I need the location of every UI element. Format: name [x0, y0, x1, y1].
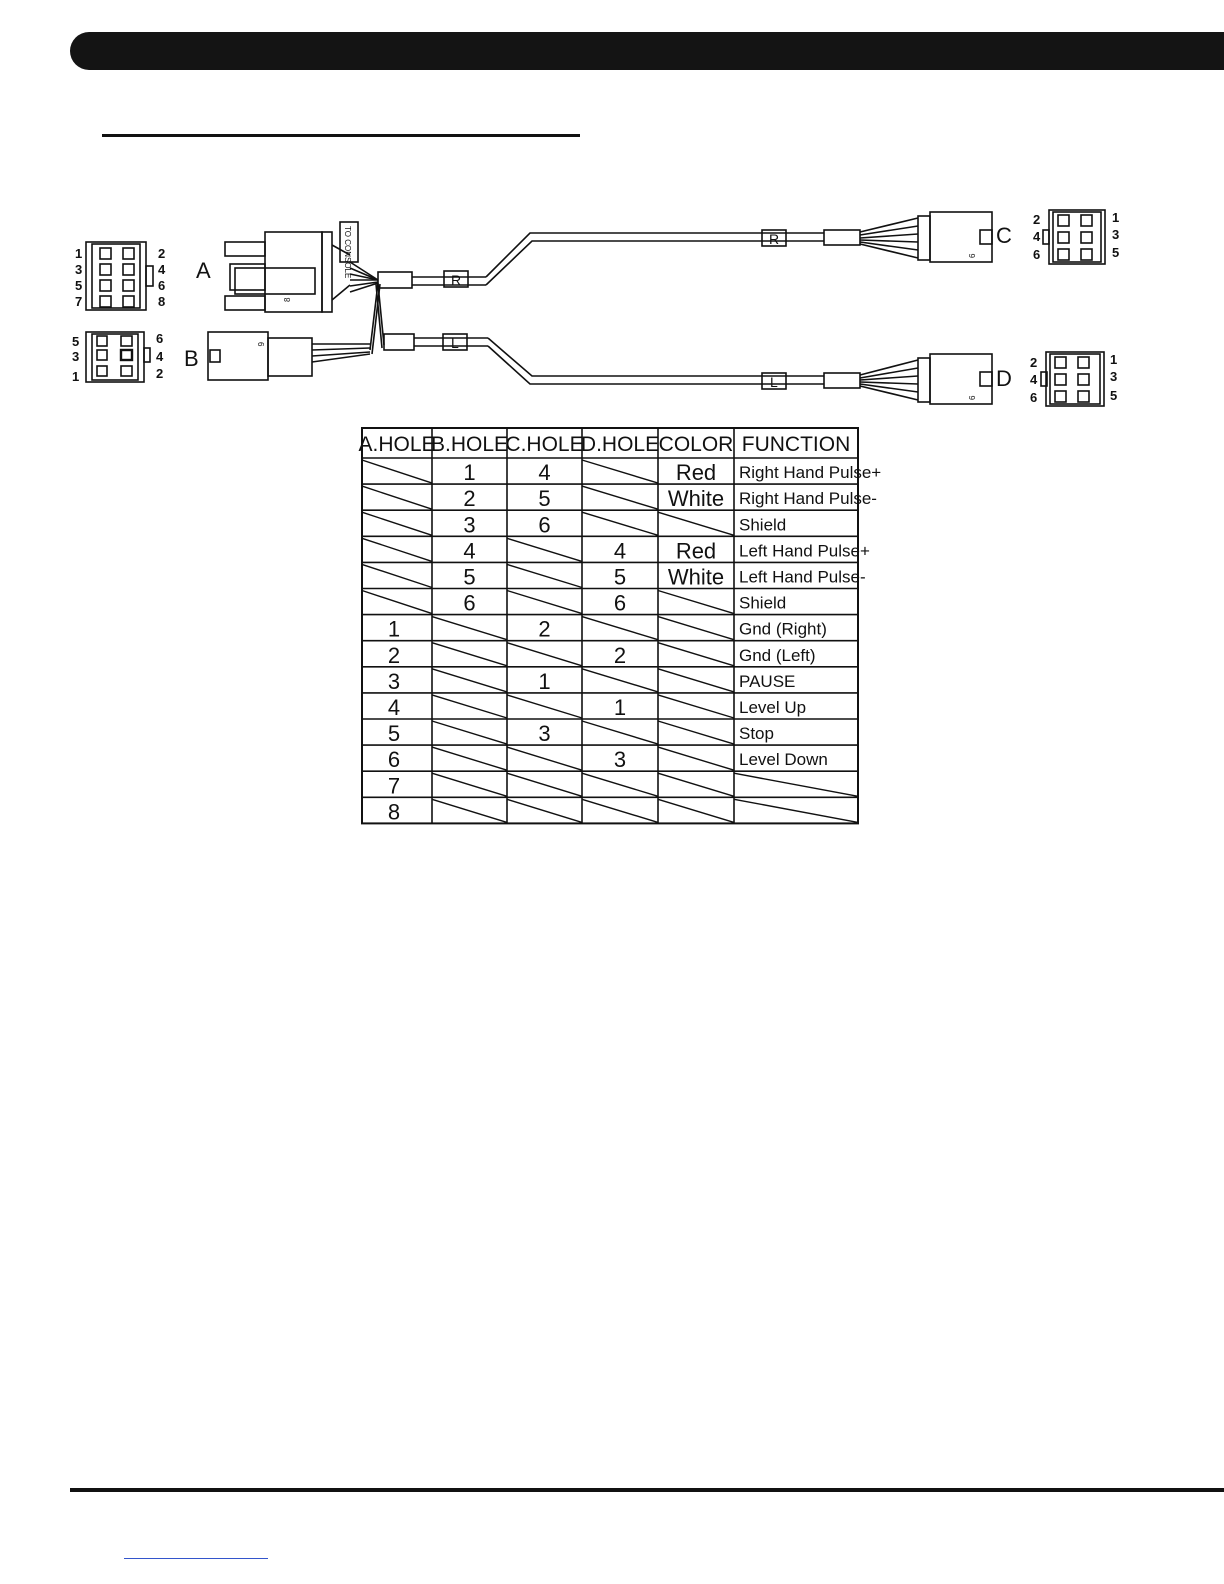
connector-a-pin-label: 7: [75, 294, 83, 309]
connector-a-pin-label: 5: [75, 278, 83, 293]
table-empty-cell-slash: [658, 695, 734, 718]
connector-a-wire-fan: [350, 262, 384, 354]
table-cell-a-hole: 5: [387, 721, 401, 747]
connector-c-pin-label: 6: [1033, 247, 1041, 262]
connector-b-pin-label: 3: [72, 349, 80, 364]
table-empty-cell-slash: [582, 486, 658, 509]
table-cell-function: Right Hand Pulse-: [739, 489, 877, 509]
table-empty-cell-slash: [582, 721, 658, 744]
to-console-label: TO CONSOLE: [343, 226, 352, 279]
table-empty-cell-slash: [432, 773, 507, 796]
table-empty-cell-slash: [507, 538, 582, 561]
table-empty-cell-slash: [658, 747, 734, 770]
connector-c-pin-label: 1: [1112, 210, 1120, 225]
table-cell-b-hole: 4: [463, 538, 476, 564]
footer-link-underline: [124, 1558, 268, 1559]
table-cell-d-hole: 1: [613, 695, 627, 720]
connector-b-mark: 6: [256, 342, 265, 347]
table-cell-a-hole: 6: [387, 747, 401, 773]
table-header-c-hole: C.HOLE: [505, 433, 584, 456]
table-empty-cell-slash: [734, 799, 858, 822]
table-cell-b-hole: 6: [463, 590, 476, 616]
table-empty-cell-slash: [507, 773, 582, 796]
table-empty-cell-slash: [582, 669, 658, 692]
table-cell-c-hole: 3: [538, 721, 551, 747]
table-empty-cell-slash: [362, 512, 432, 535]
sleeve-marker-left-a-text: L: [451, 335, 459, 351]
table-cell-b-hole: 5: [463, 564, 476, 590]
footer-rule: [70, 1488, 1224, 1492]
table-cell-function: Stop: [739, 724, 774, 744]
table-empty-cell-slash: [658, 591, 734, 614]
table-cell-d-hole: 2: [613, 642, 627, 668]
table-empty-cell-slash: [507, 564, 582, 587]
table-empty-cell-slash: [582, 799, 658, 822]
table-empty-cell-slash: [658, 512, 734, 535]
table-cell-color: Red: [675, 460, 717, 486]
connector-a-pin-label: 8: [158, 294, 166, 309]
connector-c-pin-label: 4: [1033, 229, 1041, 244]
connector-c-pin-label: 3: [1112, 227, 1120, 242]
connector-c-mark: 6: [968, 253, 977, 258]
table-empty-cell-slash: [432, 747, 507, 770]
connector-d-label: D: [996, 366, 1012, 391]
table-empty-cell-slash: [658, 721, 734, 744]
connector-d-pin-label: 6: [1030, 390, 1038, 405]
connector-d-housing: [918, 354, 992, 404]
table-cell-color: Red: [675, 538, 717, 564]
table-empty-cell-slash: [362, 591, 432, 614]
table-empty-cell-slash: [432, 799, 507, 822]
connector-c-label: C: [996, 223, 1012, 248]
table-cell-a-hole: 7: [387, 773, 401, 799]
table-empty-cell-slash: [362, 538, 432, 561]
table-cell-function: Gnd (Left): [739, 645, 816, 665]
table-header-a-hole: A.HOLE: [358, 433, 436, 456]
connector-b-face: [86, 332, 150, 382]
table-cell-b-hole: 1: [463, 460, 476, 486]
table-cell-a-hole: 3: [387, 668, 401, 694]
table-cell-d-hole: 4: [613, 538, 627, 564]
table-cell-function: Right Hand Pulse+: [739, 463, 882, 483]
table-empty-cell-slash: [658, 643, 734, 666]
table-header-b-hole: B.HOLE: [430, 433, 509, 456]
table-empty-cell-slash: [507, 747, 582, 770]
table-empty-cell-slash: [658, 799, 734, 822]
table-cell-function: Left Hand Pulse+: [739, 541, 870, 561]
connector-c-housing: [918, 212, 992, 262]
connector-a-pin-label: 3: [75, 262, 83, 277]
connector-d-pin-label: 3: [1110, 369, 1118, 384]
connector-d-pin-label: 5: [1110, 388, 1118, 403]
sleeve-marker-right-a-text: R: [451, 272, 462, 288]
table-cell-d-hole: 6: [613, 590, 627, 616]
connector-b-housing: [208, 332, 370, 380]
table-cell-color: White: [667, 486, 725, 512]
table-cell-c-hole: 5: [538, 486, 551, 512]
connector-a-pin-label: 6: [158, 278, 166, 293]
sleeve-marker-right-b-text: R: [769, 231, 780, 247]
table-empty-cell-slash: [582, 617, 658, 640]
table-cell-function: PAUSE: [739, 671, 796, 691]
table-empty-cell-slash: [507, 591, 582, 614]
table-header-color: COLOR: [658, 433, 734, 456]
connector-d-pin-label: 1: [1110, 352, 1118, 367]
table-empty-cell-slash: [362, 460, 432, 483]
table-empty-cell-slash: [362, 564, 432, 587]
table-empty-cell-slash: [507, 799, 582, 822]
connector-b-pin-label: 5: [72, 334, 80, 349]
table-empty-cell-slash: [582, 512, 658, 535]
table-cell-c-hole: 4: [538, 460, 551, 486]
table-header-function: FUNCTION: [741, 433, 851, 456]
table-cell-d-hole: 3: [613, 747, 627, 773]
connector-a-face: [86, 242, 153, 310]
sleeve-marker-left-b-text: L: [770, 374, 778, 390]
connector-d-mark: 6: [968, 395, 977, 400]
table-cell-color: White: [667, 564, 725, 590]
table-cell-function: Shield: [739, 593, 787, 613]
connector-b-pin-label: 2: [156, 366, 164, 381]
table-empty-cell-slash: [582, 773, 658, 796]
table-cell-function: Left Hand Pulse-: [739, 567, 866, 587]
connector-a-mark: 8: [283, 297, 292, 302]
table-empty-cell-slash: [658, 669, 734, 692]
connector-a-pin-label: 1: [75, 246, 83, 261]
table-cell-b-hole: 3: [463, 512, 476, 538]
table-empty-cell-slash: [582, 460, 658, 483]
table-cell-function: Level Down: [739, 750, 828, 770]
left-cable: [384, 334, 918, 400]
table-empty-cell-slash: [432, 721, 507, 744]
table-cell-function: Level Up: [739, 698, 807, 717]
table-empty-cell-slash: [432, 643, 507, 666]
connector-a-pin-label: 2: [158, 246, 166, 261]
table-empty-cell-slash: [658, 617, 734, 640]
table-cell-a-hole: 2: [387, 642, 401, 668]
table-empty-cell-slash: [432, 617, 507, 640]
table-cell-a-hole: 8: [387, 799, 401, 825]
table-cell-a-hole: 1: [387, 616, 401, 642]
connector-c-pin-label: 5: [1112, 245, 1120, 260]
table-cell-b-hole: 2: [463, 486, 476, 512]
connector-d-pin-label: 4: [1030, 372, 1038, 387]
connector-a-label: A: [196, 258, 211, 283]
table-cell-d-hole: 5: [613, 564, 627, 590]
table-cell-function: Shield: [739, 515, 787, 535]
table-cell-c-hole: 1: [538, 668, 551, 694]
connector-a-pin-label: 4: [158, 262, 166, 277]
connector-b-pin-label: 6: [156, 331, 164, 346]
connector-c-face: [1043, 210, 1105, 264]
connector-b-pin-label: 1: [72, 369, 80, 384]
table-cell-a-hole: 4: [387, 695, 401, 720]
table-empty-cell-slash: [362, 486, 432, 509]
table-cell-c-hole: 2: [538, 616, 551, 642]
table-cell-c-hole: 6: [538, 512, 551, 538]
table-empty-cell-slash: [507, 695, 582, 718]
table-empty-cell-slash: [658, 773, 734, 796]
table-cell-function: Gnd (Right): [739, 619, 827, 639]
table-header-d-hole: D.HOLE: [580, 433, 660, 456]
table-empty-cell-slash: [432, 695, 507, 718]
connector-d-pin-label: 2: [1030, 355, 1038, 370]
connector-c-pin-label: 2: [1033, 212, 1041, 227]
connector-b-label: B: [184, 346, 199, 371]
pinout-table: [358, 428, 881, 824]
table-empty-cell-slash: [734, 773, 858, 796]
table-empty-cell-slash: [432, 669, 507, 692]
connector-d-face: [1041, 352, 1104, 406]
table-empty-cell-slash: [507, 643, 582, 666]
connector-b-pin-label: 4: [156, 349, 164, 364]
